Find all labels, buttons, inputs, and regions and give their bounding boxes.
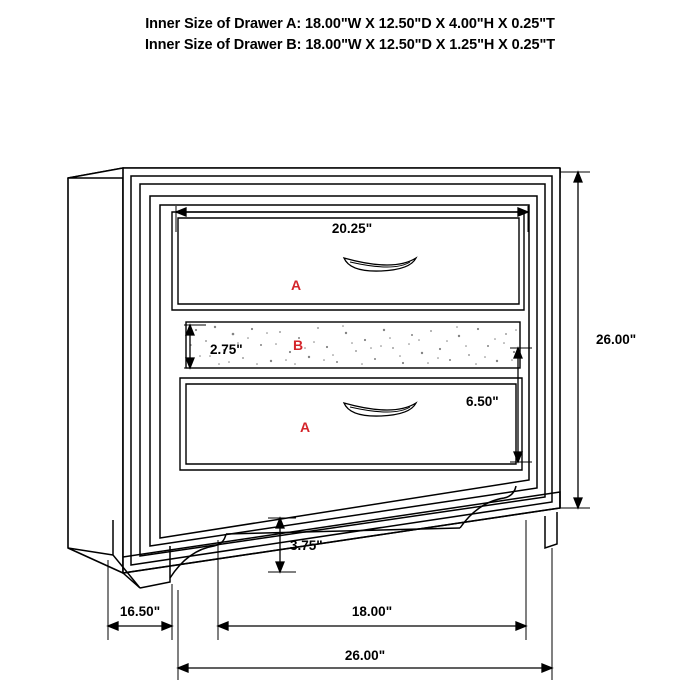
- drawer-label-top: A: [290, 277, 302, 293]
- drawer-label-middle: B: [292, 337, 304, 353]
- spec-line-drawer-b: Inner Size of Drawer B: 18.00"W X 12.50"D X 1.25"H X 0.25"T: [144, 37, 556, 53]
- dim-label-inner-width: 18.00": [351, 604, 393, 619]
- dim-depth: [108, 560, 172, 640]
- dim-label-bottom-height: 6.50": [466, 394, 499, 409]
- dim-label-drawer-width: 20.25": [331, 221, 373, 236]
- dim-label-leg-height: 3.75": [290, 538, 323, 553]
- dim-overall-height: [560, 172, 590, 508]
- dim-label-depth: 16.50": [119, 604, 161, 619]
- dim-label-overall-width: 26.00": [344, 648, 386, 663]
- spec-line-drawer-a: Inner Size of Drawer A: 18.00"W X 12.50"D X 4.00"H X 0.25"T: [145, 16, 555, 32]
- drawer-label-bottom: A: [299, 419, 311, 435]
- dim-label-overall-height: 26.00": [596, 332, 637, 347]
- dim-label-middle-height: 2.75": [210, 342, 243, 357]
